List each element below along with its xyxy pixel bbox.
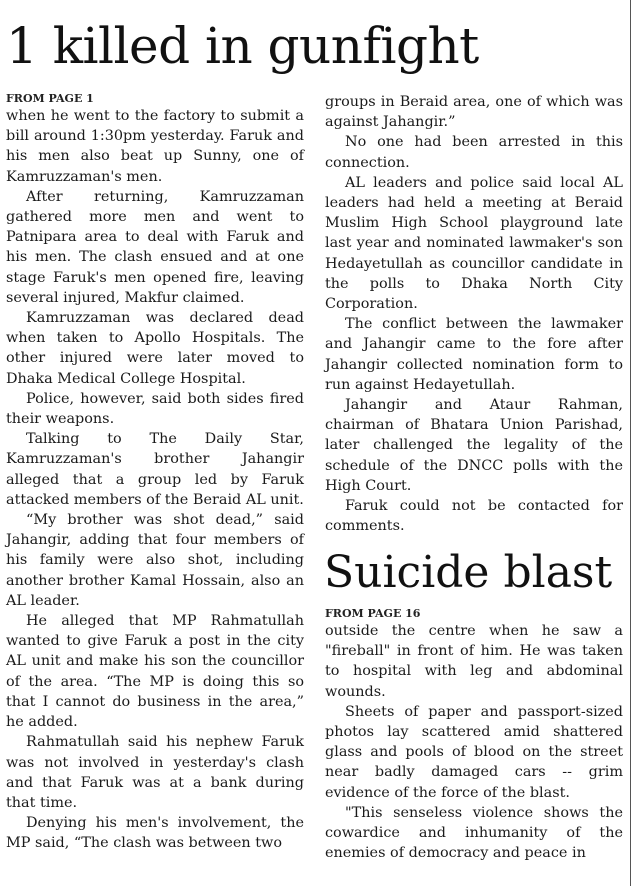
story1-kicker: FROM PAGE 1 bbox=[6, 92, 94, 105]
paragraph: “My brother was shot dead,” said Jahangir, adding that four members of his family were also shot, including another brother Kamal Hossain, also an AL leader. bbox=[6, 512, 304, 609]
paragraph: No one had been arrested in this connection. bbox=[325, 134, 623, 171]
column-rule bbox=[630, 0, 631, 886]
paragraph: Jahangir and Ataur Rahman, chairman of Bhatara Union Parishad, later challenged the legality of the schedule of the DNCC polls with the High Court. bbox=[325, 397, 623, 494]
paragraph: "This senseless violence shows the cowardice and inhumanity of the enemies of democracy and peace in bbox=[325, 804, 623, 862]
paragraph: AL leaders and police said local AL leaders had held a meeting at Beraid Muslim High School playground late last year and nominated lawmaker's son Hedayetullah as councillor candidate in the polls to Dhaka North City Corporation. bbox=[325, 174, 623, 313]
story2-column bbox=[325, 607, 623, 886]
paragraph: groups in Beraid area, one of which was against Jahangir.” bbox=[325, 94, 623, 131]
paragraph: Kamruzzaman was declared dead when taken to Apollo Hospitals. The other injured were later moved to Dhaka Medical College Hospital. bbox=[6, 310, 304, 387]
story1-right-column bbox=[325, 92, 623, 536]
paragraph: Denying his men's involvement, the MP said, “The clash was between two bbox=[6, 815, 304, 852]
story2-kicker: FROM PAGE 16 bbox=[325, 607, 421, 620]
paragraph: outside the centre when he saw a "fireball" in front of him. He was taken to hospital with leg and abdominal wounds. bbox=[325, 623, 623, 700]
story1-headline: 1 killed in gunfight bbox=[6, 17, 479, 75]
paragraph: After returning, Kamruzzaman gathered more men and went to Patnipara area to deal with Faruk and his men. The clash ensued and at one stage Faruk's men opened fire, leaving several injured, Makfur claimed. bbox=[6, 188, 304, 306]
paragraph: The conflict between the lawmaker and Jahangir came to the fore after Jahangir collected nomination form to run against Hedayetullah. bbox=[325, 316, 623, 393]
paragraph: Rahmatullah said his nephew Faruk was not involved in yesterday's clash and that Faruk was at a bank during that time. bbox=[6, 734, 304, 811]
paragraph: Faruk could not be contacted for comments. bbox=[325, 498, 623, 535]
story2-headline: Suicide blast bbox=[324, 547, 613, 598]
paragraph: He alleged that MP Rahmatullah wanted to give Faruk a post in the city AL unit and make his son the councillor of the area. “The MP is doing this so that I cannot do business in the area,” he added. bbox=[6, 613, 304, 731]
paragraph: when he went to the factory to submit a bill around 1:30pm yesterday. Faruk and his men also beat up Sunny, one of Kamruzzaman's men. bbox=[6, 108, 304, 185]
paragraph: Sheets of paper and passport-sized photos lay scattered amid shattered glass and pools of blood on the street near badly damaged cars -- grim evidence of the force of the blast. bbox=[325, 703, 623, 801]
paragraph: Police, however, said both sides fired their weapons. bbox=[6, 390, 304, 428]
story1-left-column bbox=[6, 92, 304, 854]
paragraph: Talking to The Daily Star, Kamruzzaman's brother Jahangir alleged that a group led by Faruk attacked members of the Beraid AL unit. bbox=[6, 431, 304, 508]
